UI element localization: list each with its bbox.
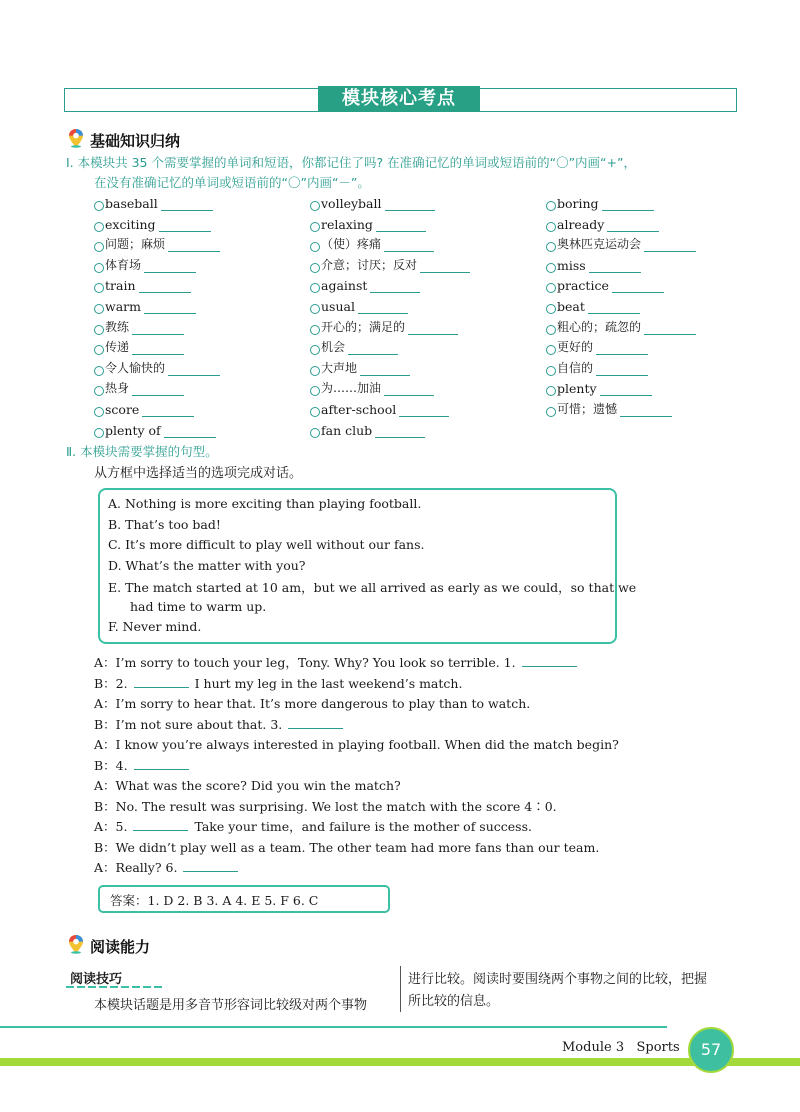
checkbox-circle[interactable] xyxy=(546,366,556,376)
vocab-word: 自信的 xyxy=(557,360,594,375)
checkbox-circle[interactable] xyxy=(94,283,104,293)
checkbox-circle[interactable] xyxy=(94,201,104,211)
dialogue-blank[interactable] xyxy=(134,757,189,770)
vocab-word: train xyxy=(105,278,136,294)
vocab-word: usual xyxy=(321,299,355,314)
vocab-word: exciting xyxy=(105,216,156,232)
checkbox-circle[interactable] xyxy=(546,345,556,355)
vocab-word: 传递 xyxy=(105,340,130,355)
vocab-word: 问题；麻烦 xyxy=(105,237,166,252)
vocab-word: 奥林匹克运动会 xyxy=(557,237,642,252)
vocab-item xyxy=(94,234,220,252)
vocab-item xyxy=(310,317,458,335)
answer-blank[interactable] xyxy=(602,198,654,211)
dialogue-text: B：No. The result was surprising. We lost the match with the score 4∶0. xyxy=(94,798,557,814)
vocab-word: beat xyxy=(557,299,585,314)
dialogue-line xyxy=(94,694,530,712)
answer-blank[interactable] xyxy=(159,219,211,232)
vocab-item xyxy=(94,337,184,355)
checkbox-circle[interactable] xyxy=(94,325,104,335)
checkbox-circle[interactable] xyxy=(546,407,556,417)
vocab-word: （使）疼痛 xyxy=(321,237,382,252)
dialogue-blank[interactable] xyxy=(183,859,238,872)
reading-tip-label: 阅读技巧 xyxy=(70,972,123,987)
checkbox-circle[interactable] xyxy=(310,345,320,355)
checkbox-circle[interactable] xyxy=(546,283,556,293)
dialogue-text: A：5. xyxy=(94,819,128,834)
dialogue-line xyxy=(94,674,462,692)
dialogue-line xyxy=(94,797,557,815)
answer-blank[interactable] xyxy=(399,404,449,417)
vocab-word: 介意；讨厌；反对 xyxy=(321,257,418,272)
instruction-1a: Ⅰ. 本模块共 35 个需要掌握的单词和短语，你都记住了吗? 在准确记忆的单词或短语前的“〇”内画“+”， xyxy=(66,155,636,170)
vocab-item xyxy=(310,399,449,417)
vocab-item xyxy=(310,255,470,273)
vocab-item xyxy=(94,296,196,314)
checkbox-circle[interactable] xyxy=(94,407,104,417)
vocab-word: score xyxy=(105,402,140,417)
dialogue-line xyxy=(94,735,619,753)
dialogue-text: A：I know you’re always interested in playing football. When did the match begin? xyxy=(94,737,619,752)
vocab-word: warm xyxy=(105,299,141,314)
answer-blank[interactable] xyxy=(644,239,696,252)
vocab-word: 教练 xyxy=(105,319,130,334)
dialogue-text-after: Take your time，and failure is the mother of success. xyxy=(194,819,532,834)
vocab-word: 粗心的；疏忽的 xyxy=(557,319,642,334)
checkbox-circle[interactable] xyxy=(94,304,104,314)
vocab-item xyxy=(310,337,398,355)
vocab-word: fan club xyxy=(321,422,373,438)
option-c: C. It’s more difficult to play well without our fans. xyxy=(108,537,425,552)
answer-blank[interactable] xyxy=(589,260,641,273)
checkbox-circle[interactable] xyxy=(546,242,556,252)
vocab-item xyxy=(94,214,211,232)
dialogue-line xyxy=(94,756,189,774)
answer-blank[interactable] xyxy=(164,425,216,438)
answer-blank[interactable] xyxy=(132,383,184,396)
dialogue-line xyxy=(94,858,238,876)
vocab-word: after-school xyxy=(321,402,397,417)
answer-blank[interactable] xyxy=(358,301,408,314)
section-title-basic: 基础知识归纳 xyxy=(90,132,181,150)
checkbox-circle[interactable] xyxy=(310,242,320,252)
vocab-item xyxy=(546,378,652,396)
answer-blank[interactable] xyxy=(132,322,184,335)
answer-blank[interactable] xyxy=(144,260,196,273)
vocab-word: 更好的 xyxy=(557,340,594,355)
dialogue-line xyxy=(94,776,401,794)
vocab-word: 大声地 xyxy=(321,360,358,375)
dialogue-blank[interactable] xyxy=(288,716,343,729)
dialogue-line xyxy=(94,715,343,733)
vocab-word: boring xyxy=(557,196,599,211)
instruction-2: Ⅱ. 本模块需要掌握的句型。 xyxy=(66,444,218,459)
option-e-cont: had time to warm up. xyxy=(130,599,267,614)
checkbox-circle[interactable] xyxy=(94,263,104,273)
dialogue-text: B：2. xyxy=(94,675,128,691)
dialogue-text: A：I’m sorry to touch your leg，Tony. Why? You look so terrible. 1. xyxy=(94,655,516,670)
reading-tip-text-right-2: 所比较的信息。 xyxy=(408,994,500,1009)
instruction-1b: 在没有准确记忆的单词或短语前的“〇”内画“－”。 xyxy=(94,175,370,190)
dialogue-text: A：Really? 6. xyxy=(94,860,178,875)
vocab-word: miss xyxy=(557,257,586,273)
checkbox-circle[interactable] xyxy=(94,428,104,438)
option-a: A. Nothing is more exciting than playing football. xyxy=(108,496,422,511)
vocab-item xyxy=(94,193,213,211)
answer-blank[interactable] xyxy=(132,342,184,355)
column-divider xyxy=(400,966,401,1012)
vocab-item xyxy=(546,358,648,376)
answer-blank[interactable] xyxy=(596,363,648,376)
answer-blank[interactable] xyxy=(144,301,196,314)
vocab-word: practice xyxy=(557,278,609,294)
dialogue-blank[interactable] xyxy=(133,818,188,831)
vocab-word: 令人愉快的 xyxy=(105,360,166,375)
tip-underline xyxy=(66,984,162,990)
vocab-word: against xyxy=(321,278,368,294)
vocab-word: 机会 xyxy=(321,340,346,355)
option-d: D. What’s the matter with you? xyxy=(108,558,306,573)
vocab-item xyxy=(546,193,654,211)
checkbox-circle[interactable] xyxy=(310,283,320,293)
dialogue-line xyxy=(94,653,577,671)
checkbox-circle[interactable] xyxy=(546,325,556,335)
vocab-item xyxy=(310,358,410,376)
checkbox-circle[interactable] xyxy=(546,263,556,273)
checkbox-circle[interactable] xyxy=(546,304,556,314)
vocab-word: plenty xyxy=(557,381,597,397)
vocab-item xyxy=(94,420,216,438)
vocab-item xyxy=(94,317,184,335)
vocab-item xyxy=(546,337,648,355)
answer-blank[interactable] xyxy=(607,219,659,232)
checkbox-circle[interactable] xyxy=(546,386,556,396)
vocab-item xyxy=(546,255,641,273)
answer-box: 答案：1. D 2. B 3. A 4. E 5. F 6. C xyxy=(98,885,390,913)
vocab-item xyxy=(546,296,640,314)
vocab-word: relaxing xyxy=(321,216,373,232)
answer-blank[interactable] xyxy=(588,301,640,314)
vocab-item xyxy=(94,255,196,273)
answer-blank[interactable] xyxy=(384,239,434,252)
answer-blank[interactable] xyxy=(420,260,470,273)
vocab-word: baseball xyxy=(105,196,158,211)
vocab-word: 体育场 xyxy=(105,257,142,272)
vocab-word: 为……加油 xyxy=(321,381,382,396)
checkbox-circle[interactable] xyxy=(310,428,320,438)
answer-blank[interactable] xyxy=(376,219,426,232)
vocab-word: 可惜；遗憾 xyxy=(557,402,618,416)
vocab-item xyxy=(310,420,425,438)
location-pin-icon xyxy=(68,128,84,148)
checkbox-circle[interactable] xyxy=(546,201,556,211)
location-pin-icon xyxy=(68,934,84,954)
checkbox-circle[interactable] xyxy=(94,386,104,396)
page-title: 模块核心考点 xyxy=(318,86,480,112)
dialogue-text-after: I hurt my leg in the last weekend’s match. xyxy=(194,675,463,691)
option-e: E. The match started at 10 am，but we all arrived as early as we could，so that we xyxy=(108,580,637,595)
answer-blank[interactable] xyxy=(600,383,652,396)
vocab-word: 开心的；满足的 xyxy=(321,319,406,334)
footer-module: Module 3 Sports xyxy=(562,1040,680,1055)
checkbox-circle[interactable] xyxy=(94,242,104,252)
vocab-item xyxy=(94,275,191,293)
vocab-item xyxy=(310,214,426,232)
answer-blank[interactable] xyxy=(360,363,410,376)
checkbox-circle[interactable] xyxy=(310,366,320,376)
dialogue-line xyxy=(94,838,599,856)
vocab-item xyxy=(310,296,408,314)
vocab-item xyxy=(310,378,434,396)
dialogue-text: B：We didn’t play well as a team. The other team had more fans than our team. xyxy=(94,839,600,855)
checkbox-circle[interactable] xyxy=(310,201,320,211)
vocab-word: already xyxy=(557,216,605,232)
answer-blank[interactable] xyxy=(596,342,648,355)
checkbox-circle[interactable] xyxy=(546,222,556,232)
checkbox-circle[interactable] xyxy=(310,304,320,314)
vocab-item xyxy=(94,399,194,417)
checkbox-circle[interactable] xyxy=(310,325,320,335)
dialogue-text: B：I’m not sure about that. 3. xyxy=(94,716,283,732)
vocab-item xyxy=(310,193,435,211)
vocab-item xyxy=(94,378,184,396)
vocab-item xyxy=(546,399,672,417)
vocab-word: plenty of xyxy=(105,422,161,438)
dialogue-text: A：I’m sorry to hear that. It’s more dangerous to play than to watch. xyxy=(94,696,531,711)
option-f: F. Never mind. xyxy=(108,619,202,634)
checkbox-circle[interactable] xyxy=(310,407,320,417)
answer-blank[interactable] xyxy=(620,404,672,417)
option-b: B. That’s too bad! xyxy=(108,517,221,532)
answer-blank[interactable] xyxy=(375,425,425,438)
dialogue-text: B：4. xyxy=(94,757,128,773)
dialogue-blank[interactable] xyxy=(134,675,189,688)
checkbox-circle[interactable] xyxy=(310,386,320,396)
dialogue-text: A：What was the score? Did you win the match? xyxy=(94,778,401,793)
section-title-reading: 阅读能力 xyxy=(90,938,151,956)
dialogue-blank[interactable] xyxy=(522,654,577,667)
vocab-word: volleyball xyxy=(321,196,382,211)
checkbox-circle[interactable] xyxy=(310,222,320,232)
answer-blank[interactable] xyxy=(161,198,213,211)
answer-blank[interactable] xyxy=(168,239,220,252)
vocab-item xyxy=(546,214,659,232)
dialogue-line xyxy=(94,817,532,835)
vocab-item xyxy=(310,234,434,252)
checkbox-circle[interactable] xyxy=(94,222,104,232)
reading-tip-text-left: 本模块话题是用多音节形容词比较级对两个事物 xyxy=(94,998,368,1013)
reading-tip-text-right-1: 进行比较。阅读时要围绕两个事物之间的比较，把握 xyxy=(408,972,708,987)
answer-blank[interactable] xyxy=(139,280,191,293)
answer-blank[interactable] xyxy=(142,404,194,417)
checkbox-circle[interactable] xyxy=(310,263,320,273)
answer-blank[interactable] xyxy=(408,322,458,335)
footer-bar xyxy=(0,1058,800,1066)
answer-blank[interactable] xyxy=(370,280,420,293)
answer-blank[interactable] xyxy=(385,198,435,211)
answer-blank[interactable] xyxy=(384,383,434,396)
vocab-item xyxy=(546,317,696,335)
vocab-word: 热身 xyxy=(105,381,130,396)
vocab-item xyxy=(94,358,220,376)
answer-blank[interactable] xyxy=(168,363,220,376)
checkbox-circle[interactable] xyxy=(94,366,104,376)
answer-blank[interactable] xyxy=(348,342,398,355)
checkbox-circle[interactable] xyxy=(94,345,104,355)
vocab-item xyxy=(546,234,696,252)
page-number: 57 xyxy=(688,1027,734,1073)
vocab-item xyxy=(310,275,420,293)
answer-blank[interactable] xyxy=(612,280,664,293)
footer-line xyxy=(0,1026,667,1028)
answer-blank[interactable] xyxy=(644,322,696,335)
vocab-item xyxy=(546,275,664,293)
instruction-2-sub: 从方框中选择适当的选项完成对话。 xyxy=(94,466,303,481)
